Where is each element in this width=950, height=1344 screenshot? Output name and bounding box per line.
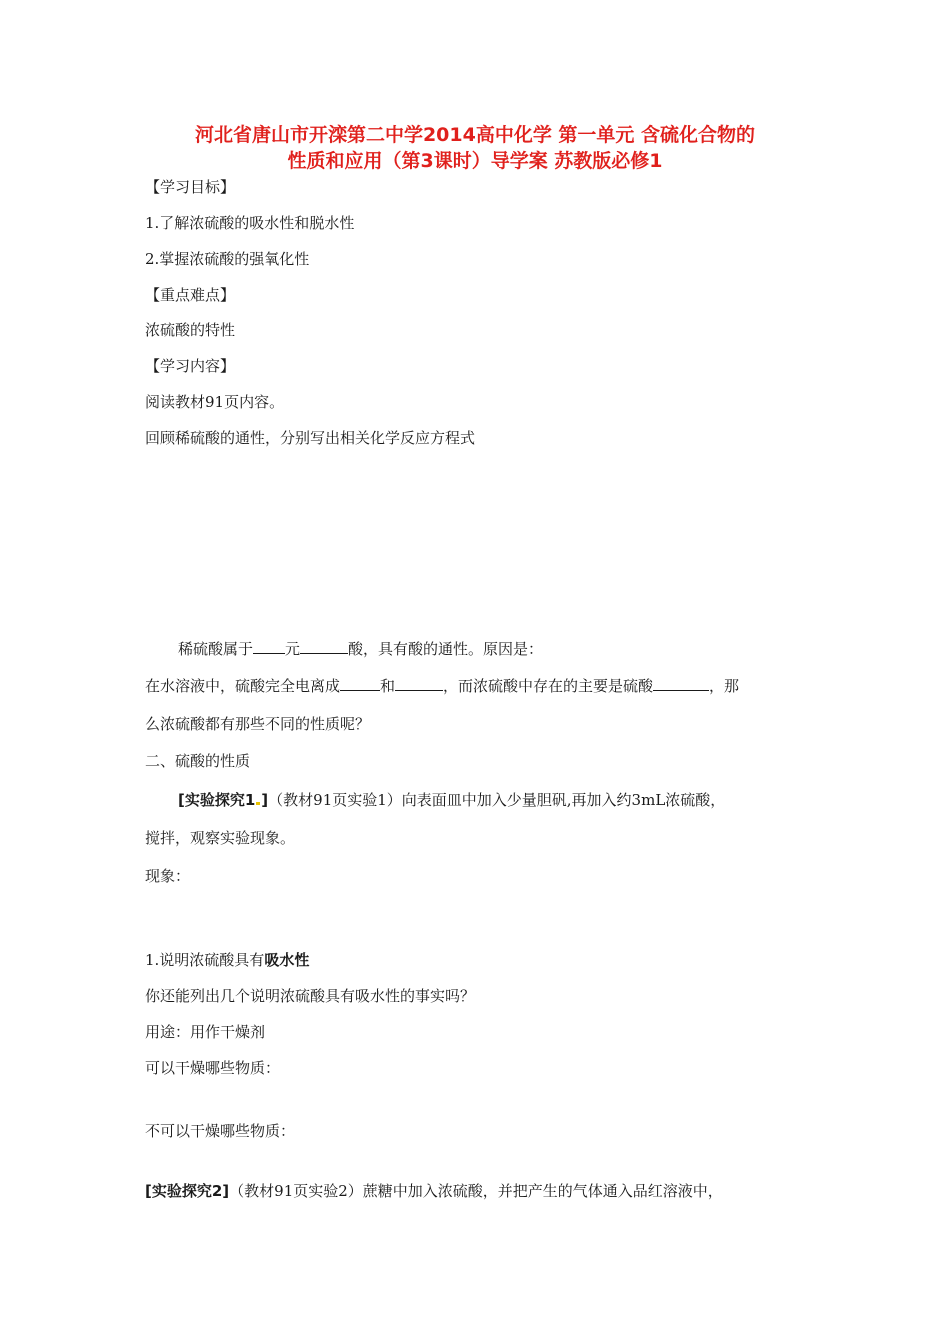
objective-item-1: 1.了解浓硫酸的吸水性和脱水性: [145, 214, 355, 232]
can-dry-line: 可以干燥哪些物质：: [145, 1059, 281, 1077]
objective-item-2: 2.掌握浓硫酸的强氧化性: [145, 250, 310, 268]
experiment-1-line: [178, 790, 725, 810]
phenomenon-label: 现象：: [145, 867, 191, 885]
document-title-line-2: 性质和应用（第3课时）导学案 苏教版必修1: [287, 150, 663, 172]
fill-blank[interactable]: [340, 675, 380, 691]
fill-blank-sentence-1: [178, 638, 543, 659]
fill-blank[interactable]: [253, 638, 285, 654]
fill2-text-c: ，而浓硫酸中存在的主要是硫酸: [443, 677, 654, 695]
experiment-1-label-close: ]: [261, 791, 269, 809]
fill2-text-b: 和: [380, 677, 396, 695]
fill-blank[interactable]: [653, 675, 709, 691]
fill-blank-sentence-3: 么浓硫酸都有那些不同的性质呢？: [145, 715, 371, 733]
highlight-mark: [256, 802, 260, 805]
experiment-2-text: （教材91页实验2）蔗糖中加入浓硫酸，并把产生的气体通入品红溶液中，: [229, 1182, 723, 1200]
fill1-text-a: 稀硫酸属于: [178, 640, 254, 658]
section-2-heading: 二、硫酸的性质: [145, 752, 251, 770]
point-1: [145, 950, 309, 970]
fill1-text-c: 酸，具有酸的通性。原因是：: [348, 640, 544, 658]
experiment-1-text: （教材91页实验1）向表面皿中加入少量胆矾,再加入约3mL浓硫酸，: [268, 791, 726, 809]
fill-blank[interactable]: [395, 675, 443, 691]
water-absorption-question: 你还能列出几个说明浓硫酸具有吸水性的事实吗？: [145, 987, 476, 1005]
document-title-line-1: 河北省唐山市开滦第二中学2014高中化学 第一单元 含硫化合物的: [194, 124, 756, 146]
key-points-text: 浓硫酸的特性: [145, 321, 236, 339]
objectives-heading: 【学习目标】: [145, 178, 236, 196]
point-1-keyword: 吸水性: [264, 951, 310, 969]
fill1-text-b: 元: [285, 640, 301, 658]
use-line: 用途：用作干燥剂: [145, 1023, 266, 1041]
experiment-1-text-2: 搅拌，观察实验现象。: [145, 829, 296, 847]
experiment-2-label: [实验探究2]: [145, 1182, 230, 1200]
fill-blank[interactable]: [300, 638, 348, 654]
fill-blank-sentence-2: [145, 675, 739, 696]
read-instruction: 阅读教材91页内容。: [145, 393, 285, 411]
content-heading: 【学习内容】: [145, 357, 236, 375]
review-instruction: 回顾稀硫酸的通性，分别写出相关化学反应方程式: [145, 429, 476, 447]
fill2-text-d: ，那: [709, 677, 740, 695]
key-points-heading: 【重点难点】: [145, 286, 236, 304]
experiment-1-label: [实验探究1: [178, 791, 256, 809]
point-1-prefix: 1.说明浓硫酸具有: [145, 951, 265, 969]
fill2-text-a: 在水溶液中，硫酸完全电离成: [145, 677, 341, 695]
cannot-dry-line: 不可以干燥哪些物质：: [145, 1122, 296, 1140]
experiment-2-line: [145, 1181, 723, 1201]
